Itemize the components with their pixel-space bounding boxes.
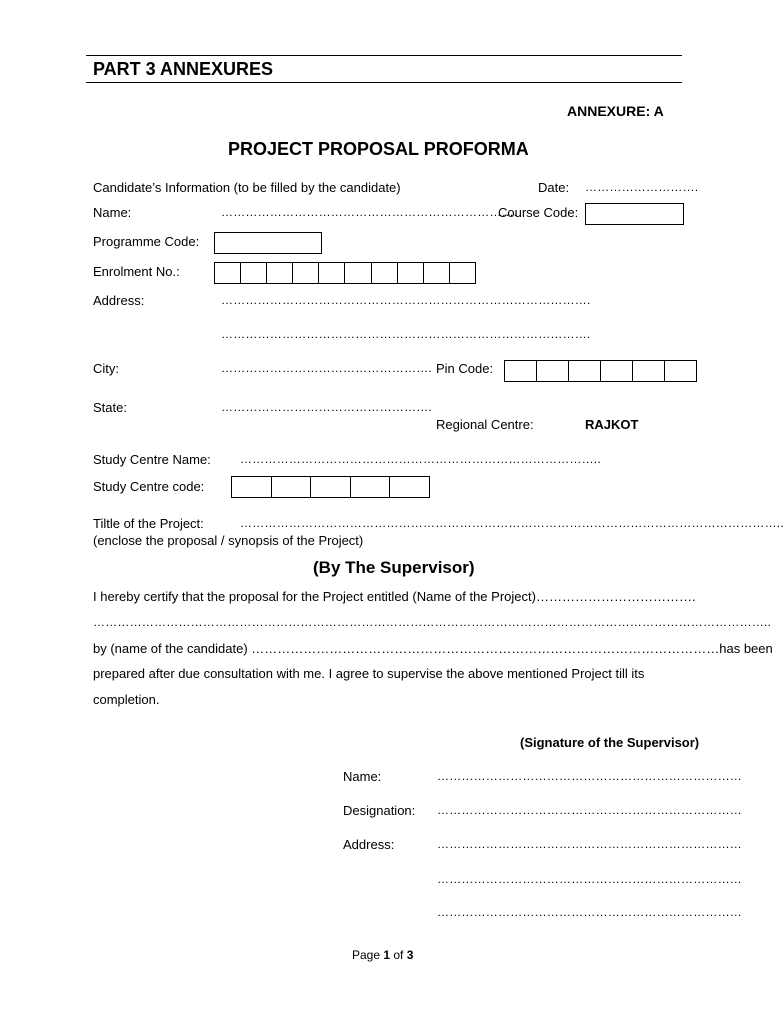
name-label: Name: xyxy=(93,205,132,220)
supervisor-name-field[interactable]: ………………………………………………………………… xyxy=(437,769,742,783)
certify-line-1: I hereby certify that the proposal for the Project entitled (Name of the Project)………………………………. xyxy=(93,589,696,604)
study-centre-digit-box[interactable] xyxy=(272,477,312,497)
date-label: Date: xyxy=(538,180,570,195)
supervisor-address-line-3[interactable]: ………………………………………………………………… xyxy=(437,905,742,919)
study-centre-name-label: Study Centre Name: xyxy=(93,452,211,467)
top-rule xyxy=(86,55,682,56)
page-of: of xyxy=(390,948,407,962)
enrolment-digit-box[interactable] xyxy=(424,263,450,283)
enrolment-label: Enrolment No.: xyxy=(93,264,180,279)
designation-label: Designation: xyxy=(343,803,416,818)
city-field[interactable]: ……………………………………………. xyxy=(221,361,432,375)
programme-code-label: Programme Code: xyxy=(93,234,200,249)
pin-digit-box[interactable] xyxy=(505,361,537,381)
part-title: PART 3 ANNEXURES xyxy=(93,59,274,79)
enrolment-digit-box[interactable] xyxy=(241,263,267,283)
certify-line-5: completion. xyxy=(93,692,160,707)
state-field[interactable]: ……………………………………………. xyxy=(221,400,432,414)
certify-line-2[interactable]: ………………………………………………………………………………………………………………………………………………….. xyxy=(93,615,772,629)
pin-code-boxes[interactable] xyxy=(504,360,697,382)
enrolment-digit-box[interactable] xyxy=(267,263,293,283)
study-centre-code-boxes[interactable] xyxy=(231,476,430,498)
enrolment-digit-box[interactable] xyxy=(215,263,241,283)
enrolment-digit-box[interactable] xyxy=(372,263,398,283)
supervisor-address-line-1[interactable]: ………………………………………………………………… xyxy=(437,837,742,851)
project-title-field[interactable]: …………………………………………………………………………………………………………………….. xyxy=(240,516,784,530)
study-centre-digit-box[interactable] xyxy=(351,477,391,497)
page-total: 3 xyxy=(406,948,414,962)
pin-digit-box[interactable] xyxy=(633,361,665,381)
enrolment-digit-box[interactable] xyxy=(345,263,371,283)
course-code-box[interactable] xyxy=(585,203,684,225)
programme-code-box[interactable] xyxy=(214,232,322,254)
study-centre-name-field[interactable]: …………………………………………………………………………….. xyxy=(240,452,601,466)
pin-code-label: Pin Code: xyxy=(436,361,494,376)
header-underline xyxy=(86,82,682,83)
annexure-label: ANNEXURE: A xyxy=(567,103,664,119)
study-centre-digit-box[interactable] xyxy=(311,477,351,497)
city-label: City: xyxy=(93,361,119,376)
signature-label: (Signature of the Supervisor) xyxy=(520,735,700,750)
page-number xyxy=(352,948,413,962)
form-title: PROJECT PROPOSAL PROFORMA xyxy=(228,139,529,159)
designation-field[interactable]: ………………………………………………………………… xyxy=(437,803,742,817)
enrolment-number-boxes[interactable] xyxy=(214,262,476,284)
course-code-label: Course Code: xyxy=(498,205,579,220)
enclose-note: (enclose the proposal / synopsis of the Project) xyxy=(93,533,364,548)
supervisor-address-line-2[interactable]: ………………………………………………………………… xyxy=(437,872,742,886)
address-line-1[interactable]: ………………………………………………………………………………. xyxy=(221,293,591,307)
certify-line-4: prepared after due consultation with me. I agree to supervise the above mentioned Project till its xyxy=(93,666,645,681)
pin-digit-box[interactable] xyxy=(569,361,601,381)
address-line-2[interactable]: ………………………………………………………………………………. xyxy=(221,327,591,341)
project-title-label: Tiltle of the Project: xyxy=(93,516,204,531)
state-label: State: xyxy=(93,400,127,415)
enrolment-digit-box[interactable] xyxy=(293,263,319,283)
study-centre-digit-box[interactable] xyxy=(232,477,272,497)
study-centre-code-label: Study Centre code: xyxy=(93,479,205,494)
supervisor-address-label: Address: xyxy=(343,837,395,852)
regional-centre-label: Regional Centre: xyxy=(436,417,534,432)
address-label: Address: xyxy=(93,293,145,308)
page-current: 1 xyxy=(383,948,391,962)
page-prefix: Page xyxy=(352,948,384,962)
enrolment-digit-box[interactable] xyxy=(398,263,424,283)
name-field[interactable]: ………………………………………………………………. xyxy=(221,205,518,219)
enrolment-digit-box[interactable] xyxy=(450,263,476,283)
pin-digit-box[interactable] xyxy=(537,361,569,381)
candidate-info-label: Candidate’s Information (to be filled by the candidate) xyxy=(93,180,401,195)
enrolment-digit-box[interactable] xyxy=(319,263,345,283)
pin-digit-box[interactable] xyxy=(601,361,633,381)
supervisor-name-label: Name: xyxy=(343,769,382,784)
supervisor-heading: (By The Supervisor) xyxy=(313,558,475,577)
certify-line-3: by (name of the candidate) ………………………………………………………………………………………………has been xyxy=(93,641,773,656)
study-centre-digit-box[interactable] xyxy=(390,477,430,497)
pin-digit-box[interactable] xyxy=(665,361,697,381)
regional-centre-value: RAJKOT xyxy=(585,417,639,432)
date-field[interactable]: ………………………. xyxy=(585,180,699,194)
